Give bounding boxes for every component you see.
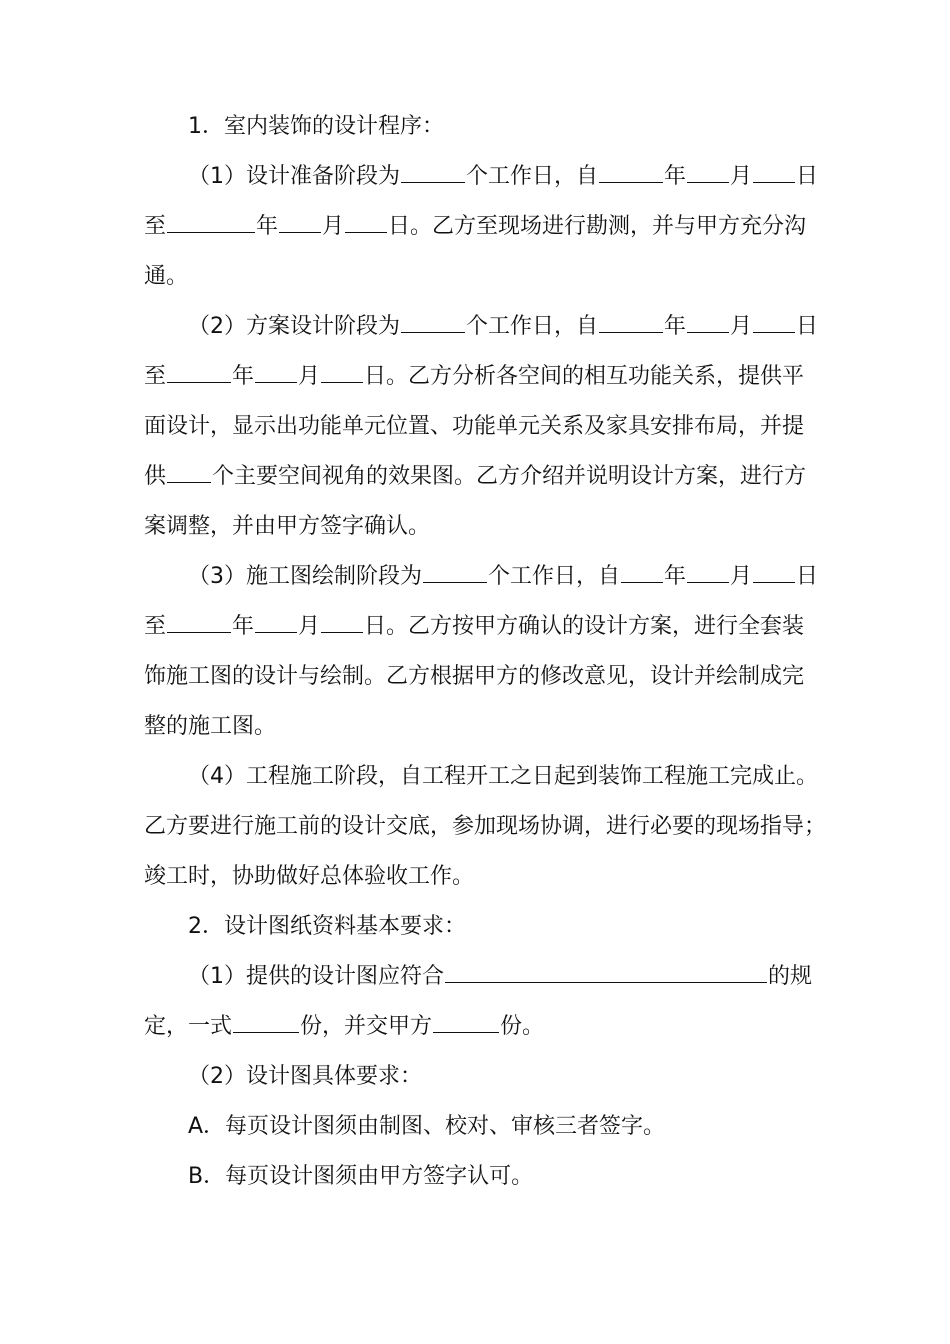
item-2-line-5: 案调整，并由甲方签字确认。 xyxy=(144,514,431,539)
blank-year[interactable] xyxy=(167,231,255,233)
req-2-item-a: A．每页设计图须由制图、校对、审核三者签字。 xyxy=(188,1114,666,1139)
blank-year[interactable] xyxy=(599,181,663,183)
item-4-line-2: 乙方要进行施工前的设计交底，参加现场协调，进行必要的现场指导； xyxy=(144,814,827,839)
blank-year[interactable] xyxy=(167,381,231,383)
blank-standard[interactable] xyxy=(445,981,767,983)
blank-copies[interactable] xyxy=(233,1031,299,1033)
blank-year[interactable] xyxy=(621,581,663,583)
item-4-line-3: 竣工时，协助做好总体验收工作。 xyxy=(144,864,475,889)
req-1-line-2: 定，一式 份，并交甲方 份。 xyxy=(144,1014,545,1039)
blank-workdays[interactable] xyxy=(401,181,465,183)
item-3-line-2: 至 年 月 日。乙方按甲方确认的设计方案，进行全套装 xyxy=(144,614,805,639)
item-2-line-2: 至 年 月 日。乙方分析各空间的相互功能关系，提供平 xyxy=(144,364,805,389)
blank-copies-to-party-a[interactable] xyxy=(433,1031,499,1033)
section-2-title: 2．设计图纸资料基本要求： xyxy=(188,914,466,939)
req-1-line-1: （1）提供的设计图应符合 的规 xyxy=(188,964,813,989)
item-1-line-1: （1）设计准备阶段为 个工作日，自 年 月 日 xyxy=(188,164,819,189)
item-1-line-2: 至 年 月 日。乙方至现场进行勘测，并与甲方充分沟 xyxy=(144,214,807,239)
blank-month[interactable] xyxy=(255,631,297,633)
blank-month[interactable] xyxy=(687,181,729,183)
blank-month[interactable] xyxy=(255,381,297,383)
blank-day[interactable] xyxy=(753,331,795,333)
item-2-line-3: 面设计，显示出功能单元位置、功能单元关系及家具安排布局，并提 xyxy=(144,414,805,439)
item-3-line-3: 饰施工图的设计与绘制。乙方根据甲方的修改意见，设计并绘制成完 xyxy=(144,664,805,689)
blank-month[interactable] xyxy=(687,331,729,333)
blank-day[interactable] xyxy=(753,181,795,183)
section-1-title: 1．室内装饰的设计程序： xyxy=(188,114,444,139)
blank-workdays[interactable] xyxy=(423,581,487,583)
blank-month[interactable] xyxy=(279,231,321,233)
blank-day[interactable] xyxy=(321,381,363,383)
item-4-line-1: （4）工程施工阶段，自工程开工之日起到装饰工程施工完成止。 xyxy=(188,764,818,789)
blank-day[interactable] xyxy=(321,631,363,633)
req-2-item-b: B．每页设计图须由甲方签字认可。 xyxy=(188,1164,534,1189)
blank-view-count[interactable] xyxy=(167,481,211,483)
item-2-line-1: （2）方案设计阶段为 个工作日，自 年 月 日 xyxy=(188,314,819,339)
blank-year[interactable] xyxy=(599,331,663,333)
blank-day[interactable] xyxy=(753,581,795,583)
blank-day[interactable] xyxy=(345,231,387,233)
req-2-title: （2）设计图具体要求： xyxy=(188,1064,422,1089)
item-1-line-3: 通。 xyxy=(144,264,189,289)
blank-workdays[interactable] xyxy=(401,331,465,333)
item-3-line-1: （3）施工图绘制阶段为 个工作日，自 年 月 日 xyxy=(188,564,819,589)
item-2-line-4: 供 个主要空间视角的效果图。乙方介绍并说明设计方案，进行方 xyxy=(144,464,807,489)
blank-month[interactable] xyxy=(687,581,729,583)
blank-year[interactable] xyxy=(167,631,231,633)
item-3-line-4: 整的施工图。 xyxy=(144,714,277,739)
